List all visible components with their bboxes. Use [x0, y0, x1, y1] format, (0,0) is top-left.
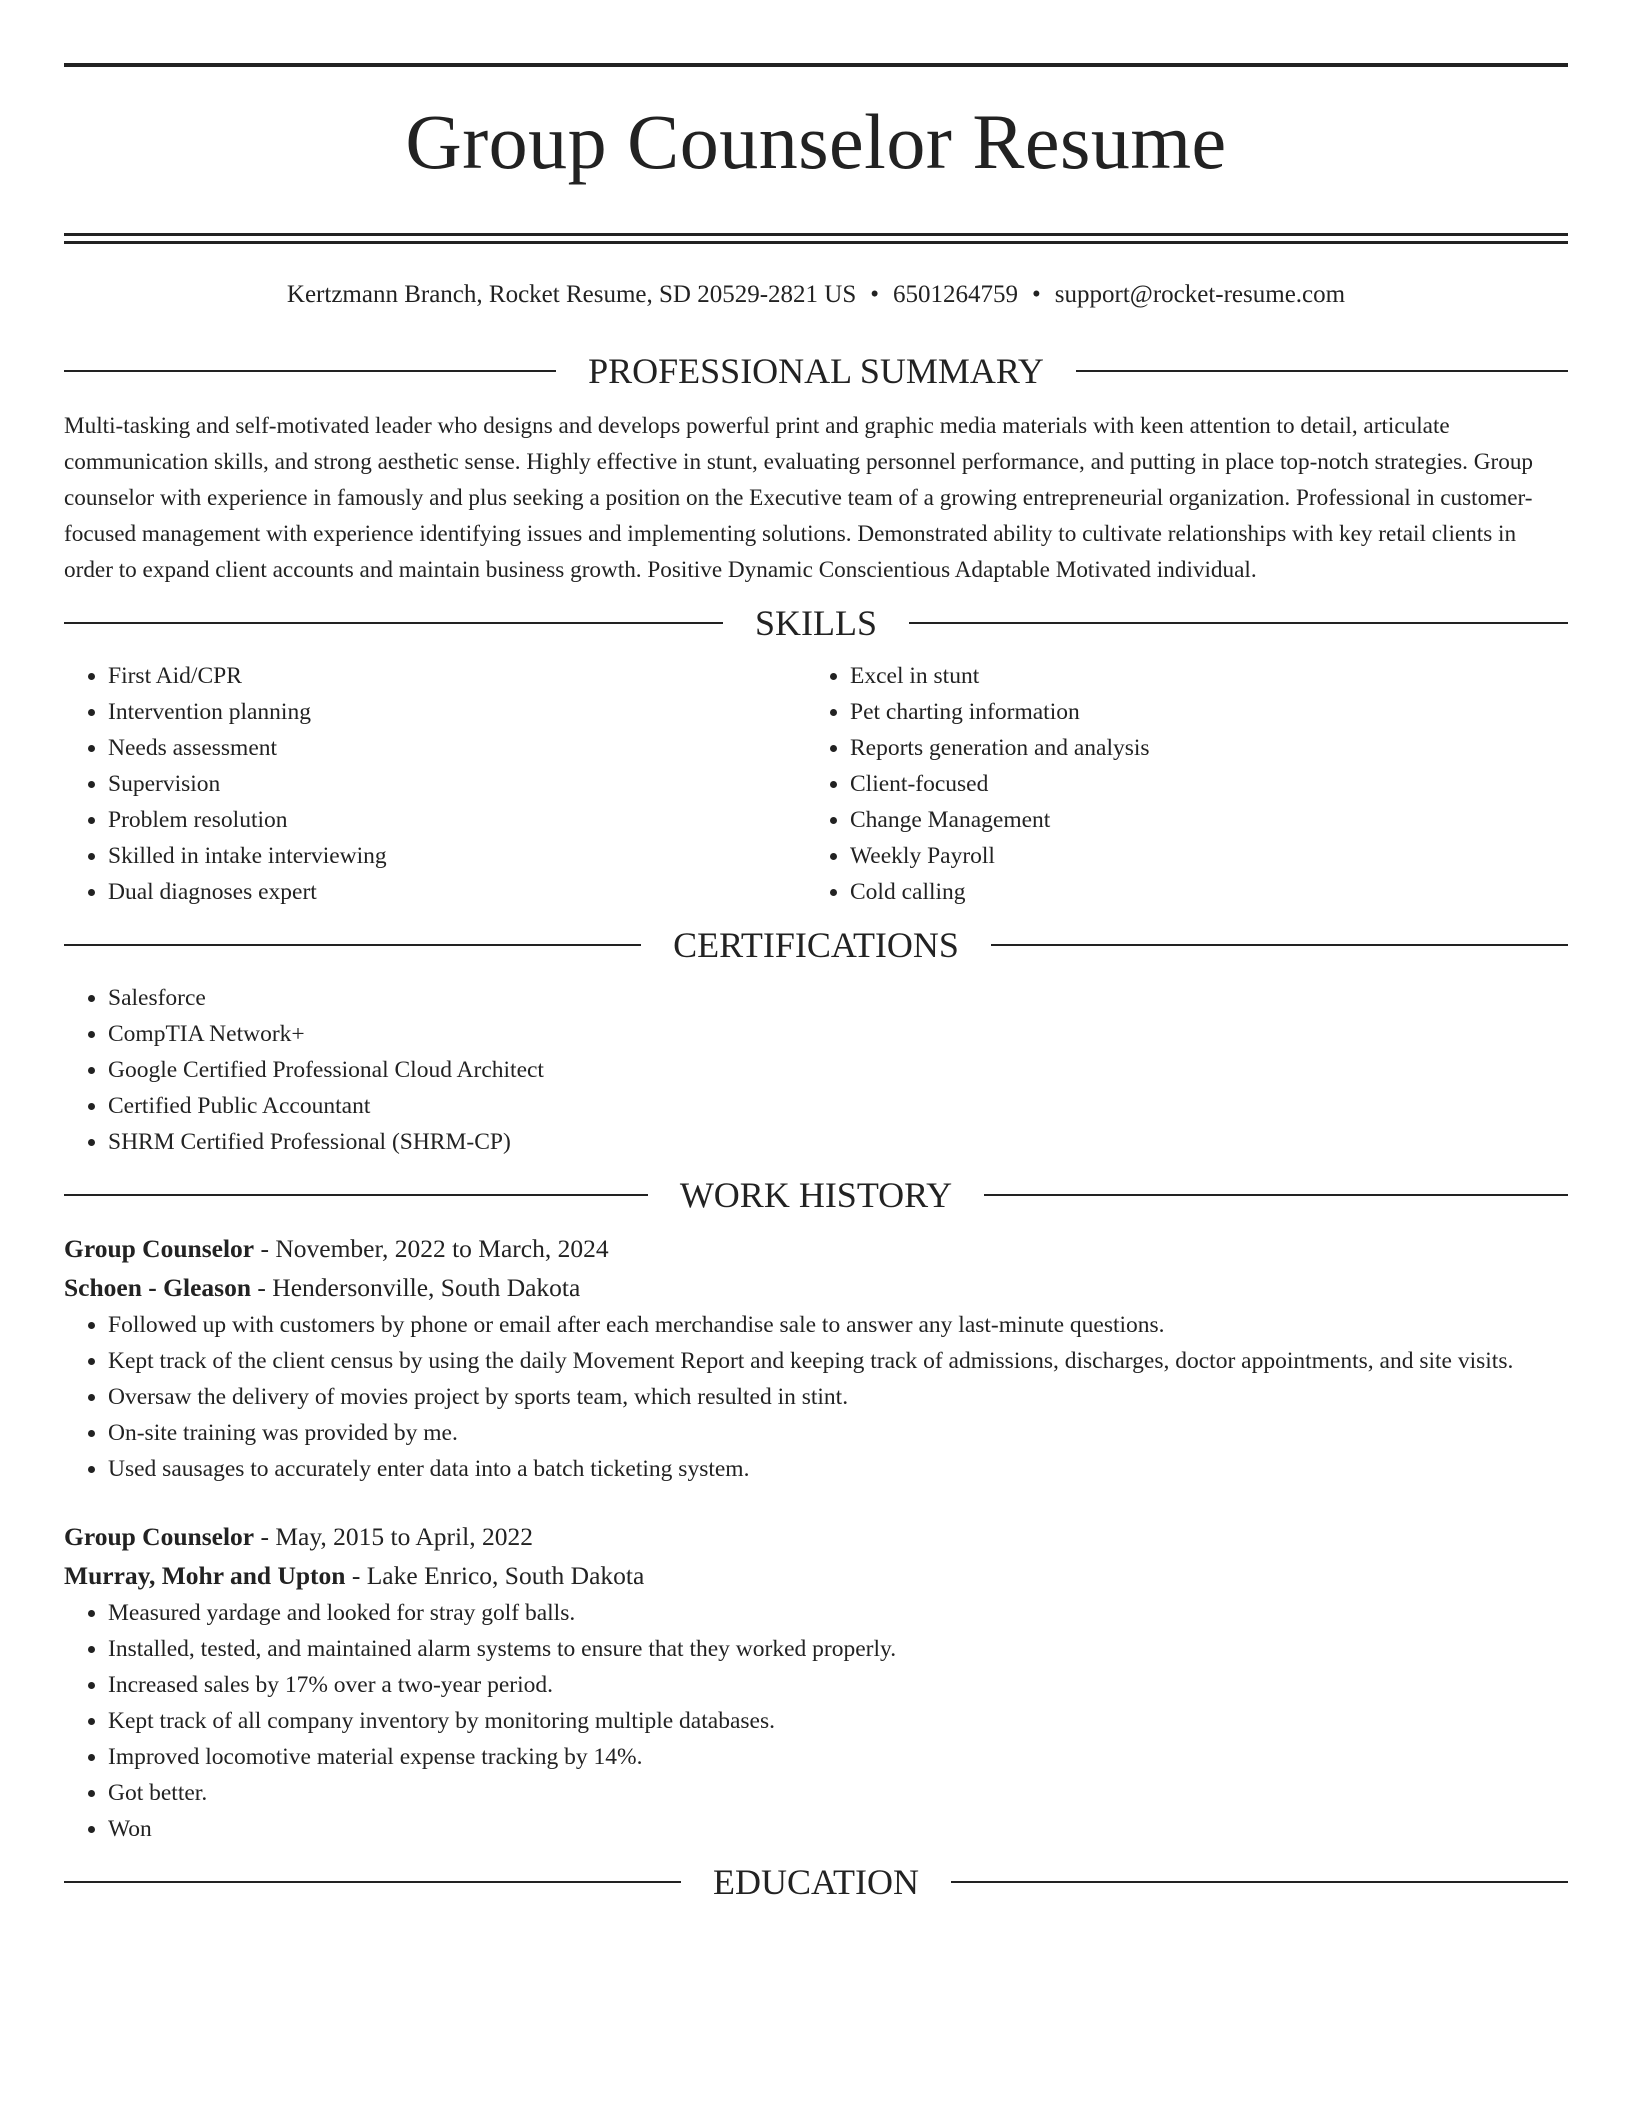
- skills-column-right: [806, 658, 1548, 910]
- job-bullet-item: • Used sausages to accurately enter data into a batch ticketing system.: [108, 1451, 1568, 1487]
- skill-item: • Dual diagnoses expert: [108, 874, 806, 910]
- job-bullet-item: • Measured yardage and looked for stray golf balls.: [108, 1595, 1568, 1631]
- section-rule: [991, 944, 1568, 946]
- contact-separator: •: [870, 281, 880, 308]
- skill-item: • First Aid/CPR: [108, 658, 806, 694]
- skills-list: [64, 658, 1568, 910]
- job-dates: - May, 2015 to April, 2022: [254, 1522, 533, 1551]
- job-bullet-item: • Followed up with customers by phone or email after each merchandise sale to answer any last-minute questions.: [108, 1307, 1568, 1343]
- job-bullet-item: • On-site training was provided by me.: [108, 1415, 1568, 1451]
- title-double-rule: [64, 233, 1568, 244]
- section-rule: [984, 1194, 1568, 1196]
- section-header-work-history: [64, 1172, 1568, 1218]
- section-rule: [64, 370, 556, 372]
- contact-phone: 6501264759: [893, 281, 1019, 308]
- skill-item: • Needs assessment: [108, 730, 806, 766]
- section-header-skills: [64, 600, 1568, 646]
- section-rule: [909, 622, 1568, 624]
- section-title: WORK HISTORY: [679, 1175, 953, 1215]
- job-bullet-item: • Oversaw the delivery of movies project by sports team, which resulted in stint.: [108, 1379, 1568, 1415]
- job-dates: - November, 2022 to March, 2024: [254, 1234, 609, 1263]
- section-title: PROFESSIONAL SUMMARY: [588, 351, 1044, 391]
- job-role: Group Counselor: [64, 1234, 255, 1263]
- job-company-line: [64, 1268, 1568, 1307]
- contact-email: support@rocket-resume.com: [1054, 281, 1346, 308]
- section-title: EDUCATION: [713, 1862, 919, 1902]
- skill-item: • Cold calling: [850, 874, 1548, 910]
- resume-page: [64, 0, 1568, 1905]
- skill-item: • Client-focused: [850, 766, 1548, 802]
- job-company-line: [64, 1556, 1568, 1595]
- section-rule: [64, 1194, 648, 1196]
- certification-item: • SHRM Certified Professional (SHRM-CP): [108, 1124, 1568, 1160]
- certification-item: • Salesforce: [108, 980, 1568, 1016]
- certification-item: • CompTIA Network+: [108, 1016, 1568, 1052]
- section-header-education: [64, 1859, 1568, 1905]
- skill-item: • Change Management: [850, 802, 1548, 838]
- section-rule: [64, 944, 641, 946]
- job-bullets: [64, 1595, 1568, 1847]
- skill-item: • Skilled in intake interviewing: [108, 838, 806, 874]
- skill-item: • Supervision: [108, 766, 806, 802]
- section-title: CERTIFICATIONS: [673, 925, 959, 965]
- job-company: Schoen - Gleason: [64, 1273, 252, 1302]
- job-bullet-item: • Kept track of the client census by using the daily Movement Report and keeping track of admissions, discharges, doctor appointments, and site visits.: [108, 1343, 1568, 1379]
- job-title-line: [64, 1229, 1568, 1268]
- section-rule: [951, 1881, 1568, 1883]
- job-bullet-item: • Got better.: [108, 1775, 1568, 1811]
- job-location: - Lake Enrico, South Dakota: [345, 1561, 645, 1590]
- certification-item: • Certified Public Accountant: [108, 1088, 1568, 1124]
- skill-item: • Excel in stunt: [850, 658, 1548, 694]
- job-company: Murray, Mohr and Upton: [64, 1561, 346, 1590]
- skill-item: • Intervention planning: [108, 694, 806, 730]
- resume-title: Group Counselor Resume: [405, 98, 1227, 185]
- job-bullet-item: • Improved locomotive material expense tracking by 14%.: [108, 1739, 1568, 1775]
- skill-item: • Weekly Payroll: [850, 838, 1548, 874]
- job-bullet-item: • Won: [108, 1811, 1568, 1847]
- certification-item: • Google Certified Professional Cloud Architect: [108, 1052, 1568, 1088]
- skill-item: • Pet charting information: [850, 694, 1548, 730]
- section-rule: [64, 1881, 681, 1883]
- contact-address: Kertzmann Branch, Rocket Resume, SD 20529-2821 US: [286, 281, 857, 308]
- job-title-line: [64, 1517, 1568, 1556]
- job-entry: [64, 1229, 1568, 1487]
- skill-item: • Problem resolution: [108, 802, 806, 838]
- job-role: Group Counselor: [64, 1522, 255, 1551]
- job-bullet-item: • Installed, tested, and maintained alarm systems to ensure that they worked properly.: [108, 1631, 1568, 1667]
- job-bullet-item: • Increased sales by 17% over a two-year period.: [108, 1667, 1568, 1703]
- section-title: SKILLS: [755, 603, 878, 643]
- contact-separator: •: [1032, 281, 1041, 308]
- skill-item: • Reports generation and analysis: [850, 730, 1548, 766]
- skills-column-left: [64, 658, 806, 910]
- job-location: - Hendersonville, South Dakota: [251, 1273, 581, 1302]
- section-header-certifications: [64, 922, 1568, 968]
- section-rule: [64, 622, 723, 624]
- certifications-list: [64, 980, 1568, 1160]
- professional-summary: Multi-tasking and self-motivated leader who designs and develops powerful print and graphic media materials with keen attention to detail, articulate communication skills, and strong aesthetic sense. Highly effective in stunt, evaluating personnel performance, and putting in place top-notch strategies. Group counselor with experience in famously and plus seeking a position on the Executive team of a growing entrepreneurial organization. Professional in customer-focused management with experience identifying issues and implementing solutions. Demonstrated ability to cultivate relationships with key retail clients in order to expand client accounts and maintain business growth. Positive Dynamic Conscientious Adaptable Motivated individual.: [64, 413, 1534, 583]
- top-rule: [64, 63, 1568, 67]
- section-rule: [1076, 370, 1568, 372]
- contact-line: [64, 277, 1568, 313]
- section-header-summary: [64, 348, 1568, 394]
- job-bullets: [64, 1307, 1568, 1487]
- job-entry: [64, 1517, 1568, 1847]
- job-bullet-item: • Kept track of all company inventory by monitoring multiple databases.: [108, 1703, 1568, 1739]
